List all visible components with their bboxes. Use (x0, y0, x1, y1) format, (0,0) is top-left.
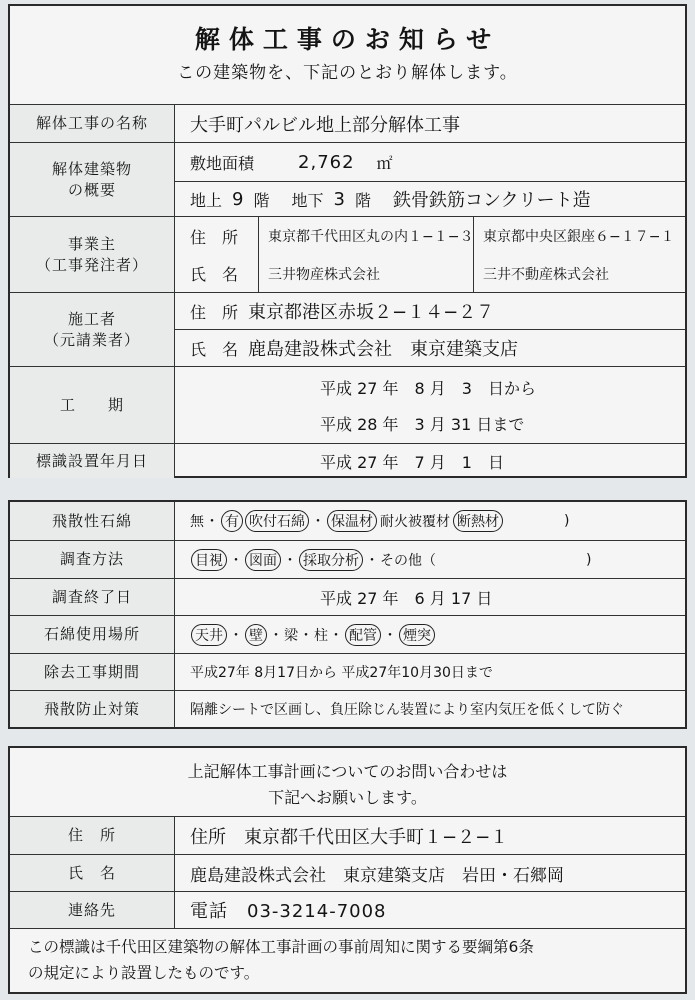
scatter-prevention-value: 隔離シートで区画し、負圧除じん装置により室内気圧を低くして防ぐ (190, 702, 624, 718)
sign-date-value: 平成 27 年 7 月 1 日 (320, 452, 504, 472)
removal-period-label: 除去工事期間 (10, 654, 174, 690)
location-column: 柱 (314, 627, 328, 644)
structure-type: 鉄骨鉄筋コンクリート造 (392, 190, 591, 211)
option-heat-insulation-circled: 断熱材 (453, 510, 503, 532)
option-yes-circled: 有 (221, 510, 243, 532)
location-piping-circled: 配管 (345, 624, 381, 646)
client-name-label: 氏 名 (190, 265, 239, 284)
divider (10, 928, 685, 929)
contact-tel-value: 電話 03-3214-7008 (190, 901, 387, 922)
construction-period-label: 工 期 (10, 367, 174, 443)
divider (174, 104, 175, 478)
scatter-options: 無 ・ 有 吹付石綿 ・ 保温材 耐火被覆材 断熱材 ) (190, 502, 569, 540)
method-close-paren: ) (586, 551, 592, 568)
contact-intro-line-1: 上記解体工事計画についてのお問い合わせは (187, 761, 508, 781)
contact-address-label: 住 所 (10, 817, 174, 854)
contractor-name-value: 鹿島建設株式会社 東京建築支店 (248, 339, 519, 360)
project-name-value: 大手町パルビル地上部分解体工事 (190, 114, 460, 136)
contractor-label: 施工者 （元請業者） (10, 293, 174, 366)
location-beam: 梁 (284, 627, 298, 644)
contractor-name-row (190, 330, 518, 366)
location-chimney-circled: 煙突 (399, 624, 435, 646)
sign-date-label: 標識設置年月日 (10, 444, 174, 478)
location-ceiling-circled: 天井 (191, 624, 227, 646)
scatter-asbestos-label: 飛散性石綿 (10, 502, 174, 540)
divider (174, 502, 175, 727)
contractor-name-label: 氏 名 (190, 339, 239, 359)
scatter-close-paren: ) (564, 513, 570, 529)
floors-below-label: 地下 (291, 190, 324, 210)
site-area-value: 2,762 (298, 151, 355, 173)
survey-method-label: 調査方法 (10, 541, 174, 578)
contractor-address-label: 住 所 (190, 302, 239, 322)
option-fireproof-coating: 耐火被覆材 (380, 514, 450, 530)
floors-above-label: 地上 (190, 190, 223, 210)
demolition-notice-board (8, 4, 687, 478)
asbestos-location-options: 天井 ・ 壁 ・ 梁 ・ 柱 ・ 配管 ・ 煙突 (190, 616, 436, 653)
contact-intro-line-2: 下記へお願いします。 (268, 787, 427, 807)
method-visual-circled: 目視 (191, 549, 227, 571)
notice-subtitle: この建築物を、下記のとおり解体します。 (177, 63, 518, 83)
scatter-prevention-label: 飛散防止対策 (10, 691, 174, 727)
option-sprayed-asbestos-circled: 吹付石綿 (245, 510, 309, 532)
contact-board (8, 746, 687, 994)
contractor-address-row (190, 293, 494, 329)
floors-below-value: 3 (333, 188, 345, 210)
contact-address-value: 住所 東京都千代田区大手町１−２−１ (190, 826, 509, 848)
option-none: 無 (190, 514, 204, 530)
contact-name-value: 鹿島建設株式会社 東京建築支店 岩田・石郷岡 (190, 865, 564, 886)
contact-name-label: 氏 名 (10, 855, 174, 891)
period-start: 平成 27 年 8 月 3 日から (320, 378, 536, 398)
survey-end-label: 調査終了日 (10, 579, 174, 615)
floors-row (190, 182, 591, 216)
contact-tel-label: 連絡先 (10, 892, 174, 928)
contractor-address-value: 東京都港区赤坂２−１４−２７ (248, 302, 495, 323)
asbestos-location-label: 石綿使用場所 (10, 616, 174, 653)
site-area-row (190, 143, 393, 181)
client-address-2: 東京都中央区銀座６−１７−１ (483, 229, 675, 245)
client-label: 事業主 （工事発注者） (10, 217, 174, 292)
survey-end-value: 平成 27 年 6 月 17 日 (320, 588, 493, 608)
method-sampling-circled: 採取分析 (299, 549, 363, 571)
floors-unit: 階 (354, 190, 371, 210)
notice-title: 解体工事のお知らせ (194, 25, 501, 54)
asbestos-board (8, 500, 687, 729)
survey-method-options: 目視 ・ 図面 ・ 採取分析 ・ その他（ ) (190, 541, 591, 578)
removal-period-value: 平成27年 8月17日から 平成27年10月30日まで (190, 665, 493, 681)
legal-note-line-2: の規定により設置したものです。 (28, 964, 260, 982)
option-insulation-circled: 保温材 (327, 510, 377, 532)
divider (174, 816, 175, 928)
project-name-label: 解体工事の名称 (10, 105, 174, 142)
location-wall-circled: 壁 (245, 624, 267, 646)
floors-above-value: 9 (232, 188, 244, 210)
method-other: その他（ (380, 552, 436, 569)
client-address-1: 東京都千代田区丸の内１−１−３ (268, 229, 474, 245)
floors-unit: 階 (253, 190, 270, 210)
building-overview-label: 解体建築物 の概要 (10, 143, 174, 216)
site-area-label: 敷地面積 (190, 153, 255, 173)
legal-note-line-1: この標識は千代田区建築物の解体工事計画の事前周知に関する要綱第6条 (28, 938, 534, 956)
period-end: 平成 28 年 3 月 31 日まで (320, 414, 525, 434)
client-name-1: 三井物産株式会社 (268, 266, 380, 283)
client-name-2: 三井不動産株式会社 (483, 266, 609, 283)
client-address-label: 住 所 (190, 227, 239, 247)
method-drawings-circled: 図面 (245, 549, 281, 571)
site-area-unit: ㎡ (376, 153, 393, 173)
divider (258, 216, 259, 292)
